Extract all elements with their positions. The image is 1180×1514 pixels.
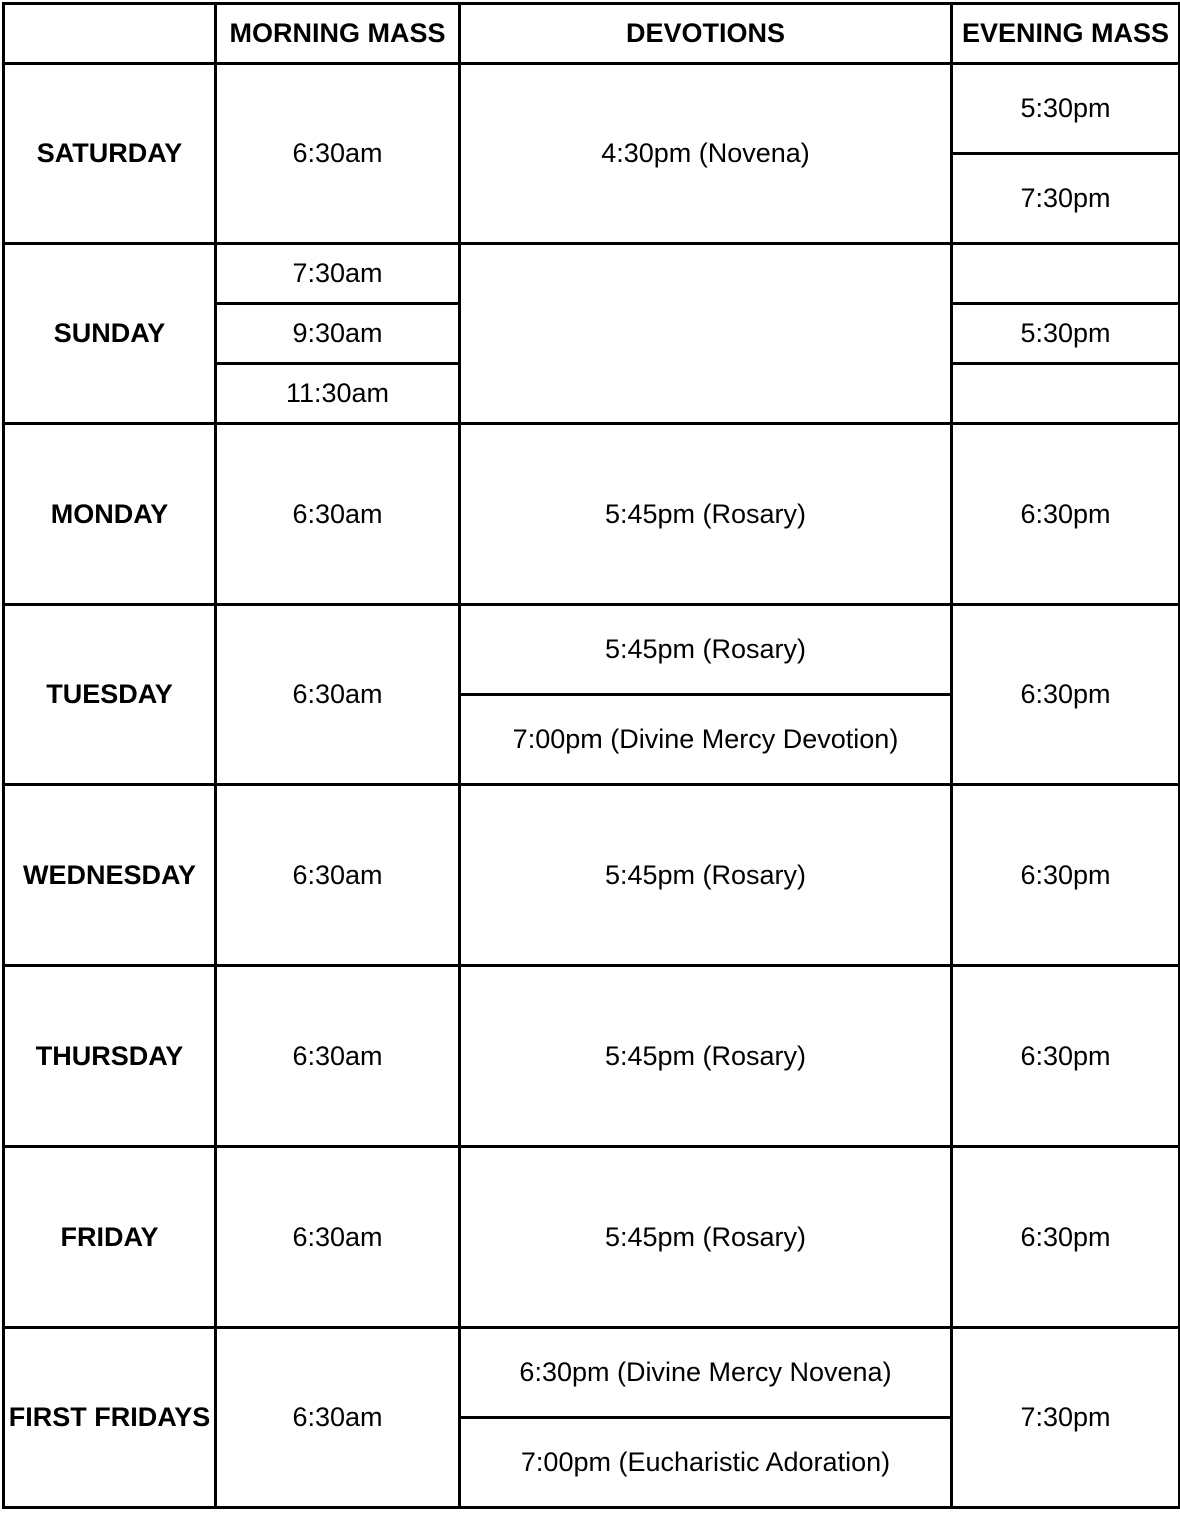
sunday-evening-mass-2: 5:30pm <box>952 304 1180 364</box>
header-morning-mass: MORNING MASS <box>216 4 460 64</box>
wednesday-devotions: 5:45pm (Rosary) <box>460 785 952 966</box>
sunday-evening-mass-1 <box>952 244 1180 304</box>
saturday-evening-mass-1: 5:30pm <box>952 64 1180 154</box>
day-first-fridays: FIRST FRIDAYS <box>4 1328 216 1508</box>
row-saturday <box>4 64 1180 154</box>
day-friday: FRIDAY <box>4 1147 216 1328</box>
first-fridays-evening-mass: 7:30pm <box>952 1328 1180 1508</box>
sunday-morning-mass-1: 7:30am <box>216 244 460 304</box>
saturday-devotions: 4:30pm (Novena) <box>460 64 952 244</box>
tuesday-devotions-1: 5:45pm (Rosary) <box>460 605 952 695</box>
header-day <box>4 4 216 64</box>
mass-schedule-table <box>2 2 1180 1509</box>
day-wednesday: WEDNESDAY <box>4 785 216 966</box>
friday-morning-mass: 6:30am <box>216 1147 460 1328</box>
friday-evening-mass: 6:30pm <box>952 1147 1180 1328</box>
saturday-evening-mass-2: 7:30pm <box>952 154 1180 244</box>
sunday-morning-mass-3: 11:30am <box>216 364 460 424</box>
day-monday: MONDAY <box>4 424 216 605</box>
tuesday-morning-mass: 6:30am <box>216 605 460 785</box>
row-friday <box>4 1147 1180 1328</box>
first-fridays-devotions-2: 7:00pm (Eucharistic Adoration) <box>460 1418 952 1508</box>
tuesday-evening-mass: 6:30pm <box>952 605 1180 785</box>
friday-devotions: 5:45pm (Rosary) <box>460 1147 952 1328</box>
day-tuesday: TUESDAY <box>4 605 216 785</box>
wednesday-evening-mass: 6:30pm <box>952 785 1180 966</box>
thursday-morning-mass: 6:30am <box>216 966 460 1147</box>
row-monday <box>4 424 1180 605</box>
header-row <box>4 4 1180 64</box>
sunday-morning-mass-2: 9:30am <box>216 304 460 364</box>
sunday-evening-mass-3 <box>952 364 1180 424</box>
day-saturday: SATURDAY <box>4 64 216 244</box>
row-tuesday <box>4 605 1180 695</box>
row-sunday <box>4 244 1180 304</box>
tuesday-devotions-2: 7:00pm (Divine Mercy Devotion) <box>460 695 952 785</box>
monday-evening-mass: 6:30pm <box>952 424 1180 605</box>
day-thursday: THURSDAY <box>4 966 216 1147</box>
saturday-morning-mass: 6:30am <box>216 64 460 244</box>
row-first-fridays <box>4 1328 1180 1418</box>
row-wednesday <box>4 785 1180 966</box>
day-sunday: SUNDAY <box>4 244 216 424</box>
sunday-devotions <box>460 244 952 424</box>
monday-devotions: 5:45pm (Rosary) <box>460 424 952 605</box>
wednesday-morning-mass: 6:30am <box>216 785 460 966</box>
first-fridays-morning-mass: 6:30am <box>216 1328 460 1508</box>
thursday-devotions: 5:45pm (Rosary) <box>460 966 952 1147</box>
first-fridays-devotions-1: 6:30pm (Divine Mercy Novena) <box>460 1328 952 1418</box>
thursday-evening-mass: 6:30pm <box>952 966 1180 1147</box>
row-thursday <box>4 966 1180 1147</box>
header-evening-mass: EVENING MASS <box>952 4 1180 64</box>
monday-morning-mass: 6:30am <box>216 424 460 605</box>
header-devotions: DEVOTIONS <box>460 4 952 64</box>
